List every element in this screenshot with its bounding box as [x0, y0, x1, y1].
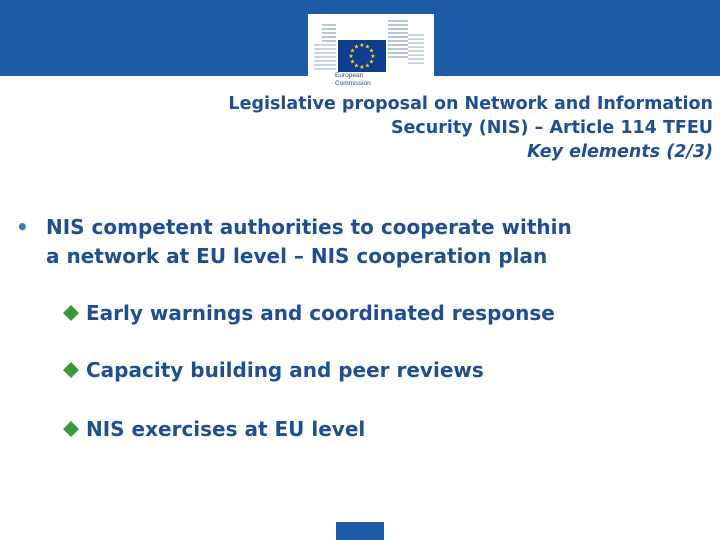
diamond-bullet-icon — [62, 304, 80, 322]
title-line-1: Legislative proposal on Network and Information — [228, 94, 713, 114]
title-line-2: Security (NIS) – Article 114 TFEU — [390, 118, 713, 138]
svg-text:★: ★ — [368, 58, 375, 66]
main-bullet — [16, 213, 706, 271]
svg-text:★: ★ — [349, 58, 356, 66]
main-bullet-line-1: NIS competent authorities to cooperate within — [46, 215, 572, 239]
svg-text:★: ★ — [359, 64, 365, 71]
sub-bullet-text: Capacity building and peer reviews — [86, 358, 484, 382]
svg-text:★: ★ — [353, 62, 360, 70]
svg-text:★: ★ — [349, 47, 356, 55]
svg-text:★: ★ — [364, 43, 371, 51]
svg-text:★: ★ — [348, 53, 354, 60]
svg-text:★: ★ — [364, 62, 371, 70]
european-commission-logo — [308, 14, 434, 96]
sub-bullet — [62, 415, 702, 443]
sub-bullet — [62, 356, 702, 384]
sub-bullet-text: NIS exercises at EU level — [86, 417, 366, 441]
svg-text:★: ★ — [359, 42, 365, 49]
logo-line-1: European — [335, 72, 364, 79]
sub-bullet — [62, 299, 702, 327]
sub-bullet-text: Early warnings and coordinated response — [86, 301, 555, 325]
main-bullet-line-2: a network at EU level – NIS cooperation plan — [46, 244, 548, 268]
logo-caption — [335, 72, 385, 88]
title-line-3: Key elements (2/3) — [527, 142, 713, 162]
logo-line-2: Commission — [335, 80, 371, 87]
bullet-dot: • — [16, 215, 29, 239]
svg-text:★: ★ — [370, 53, 376, 60]
svg-text:★: ★ — [368, 47, 375, 55]
svg-text:★: ★ — [353, 43, 360, 51]
diamond-bullet-icon — [62, 420, 80, 438]
slide-title — [60, 92, 713, 164]
footer-tab — [336, 522, 384, 540]
diamond-bullet-icon — [62, 361, 80, 379]
